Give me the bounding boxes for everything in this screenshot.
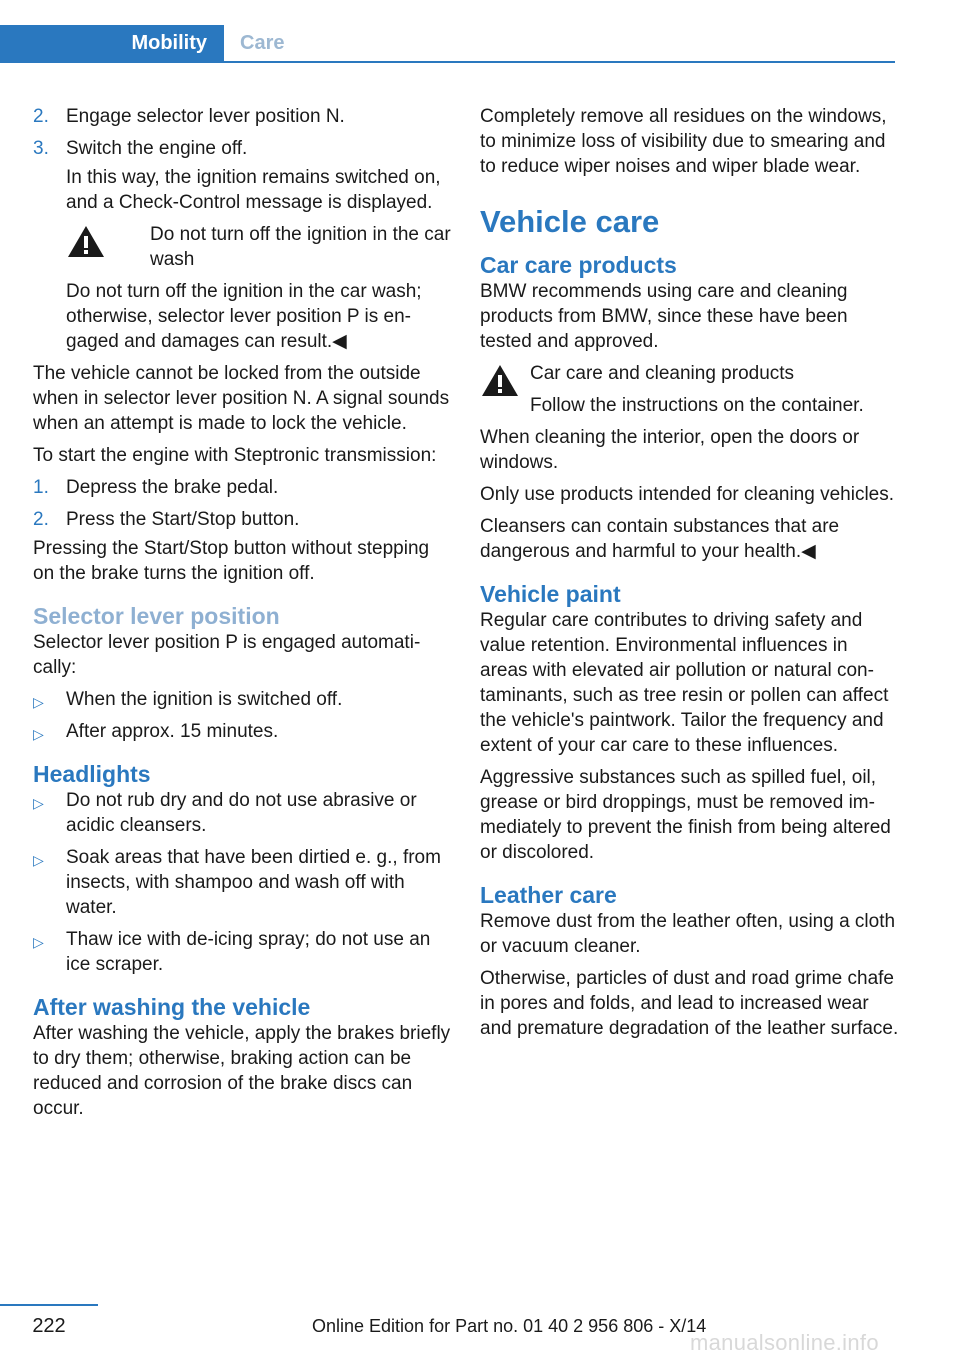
paragraph: Selector lever position P is engaged automatically: xyxy=(33,632,421,678)
warning-title: Car care and cleaning products xyxy=(530,363,795,384)
bullet-triangle-icon: ▷ xyxy=(33,694,44,710)
paragraph: When cleaning the interior, open the doors or windows. xyxy=(480,427,860,473)
step-text: Depress the brake pedal. xyxy=(66,477,279,498)
paragraph: Cleansers can contain substances that are dangerous and harmful to your health.◀ xyxy=(480,516,840,562)
bullet-text: When the ignition is switched off. xyxy=(66,689,343,710)
footer-rule xyxy=(0,1304,98,1306)
warning-block xyxy=(66,222,451,272)
chapter-heading: Vehicle care xyxy=(480,204,660,239)
bullet-triangle-icon: ▷ xyxy=(33,934,44,950)
warning-title: Do not turn off the ignition in the car wash xyxy=(150,224,451,270)
bullet-text: Do not rub dry and do not use abrasive or acidic cleansers. xyxy=(66,790,417,836)
step-number: 1. xyxy=(33,477,49,498)
paragraph: Otherwise, particles of dust and road grime chafe in pores and folds, and lead to increased wear and premature degradation of the leather surface. xyxy=(480,968,899,1039)
tab-care[interactable]: Care xyxy=(240,32,285,54)
section-heading: Leather care xyxy=(480,882,617,908)
step-number: 2. xyxy=(33,509,49,530)
paragraph: The vehicle cannot be locked from the outside when in selector lever position N. A signal sounds when an attempt is made to lock the vehicle. xyxy=(33,363,450,434)
list-item xyxy=(33,507,451,532)
section-heading: Selector lever position xyxy=(33,603,280,629)
tab-mobility[interactable]: Mobility xyxy=(0,25,224,61)
warning-block xyxy=(480,361,900,418)
warning-triangle-icon xyxy=(480,362,520,398)
list-item xyxy=(33,104,451,129)
bullet-text: After approx. 15 minutes. xyxy=(66,721,279,742)
page-number: 222 xyxy=(32,1315,66,1337)
step-detail: In this way, the ignition remains switched on, and a Check-Control message is displayed. xyxy=(66,167,441,213)
step-number: 3. xyxy=(33,138,49,159)
warning-body: Follow the instructions on the container. xyxy=(530,395,864,416)
edition-note: Online Edition for Part no. 01 40 2 956 806 - X/14 xyxy=(312,1316,707,1336)
bullet-text: Soak areas that have been dirtied e. g., from insects, with shampoo and wash off with water. xyxy=(66,847,441,918)
left-column xyxy=(33,104,451,1128)
section-heading: Car care products xyxy=(480,252,677,278)
paragraph: To start the engine with Steptronic transmission: xyxy=(33,445,437,466)
list-item xyxy=(33,788,451,838)
list-item xyxy=(33,475,451,500)
warning-body: Do not turn off the ignition in the car wash; otherwise, selector lever position P is engaged and damages can result.◀ xyxy=(66,281,422,352)
paragraph: Completely remove all residues on the windows, to minimize loss of visibility due to smearing and to reduce wiper noises and wiper blade wear. xyxy=(480,106,887,177)
list-item xyxy=(33,687,451,712)
right-column xyxy=(480,104,900,1048)
watermark: manualsonline.info xyxy=(690,1330,879,1355)
bullet-triangle-icon: ▷ xyxy=(33,852,44,868)
paragraph: Regular care contributes to driving safety and value retention. Environmental influences in areas with elevated air pollution or natural contaminants, such as tree resin or pollen can affect the vehicle's paintwork. Tailor the frequency and extent of your car care to these influences. xyxy=(480,610,889,756)
list-item xyxy=(33,845,451,920)
section-heading: Vehicle paint xyxy=(480,581,621,607)
paragraph: Pressing the Start/Stop button without stepping on the brake turns the ignition off. xyxy=(33,538,430,584)
list-item xyxy=(33,927,451,977)
paragraph: Aggressive substances such as spilled fuel, oil, grease or bird droppings, must be removed immediately to prevent the finish from being altered or discolored. xyxy=(480,767,891,863)
step-text: Engage selector lever position N. xyxy=(66,106,345,127)
bullet-text: Thaw ice with de-icing spray; do not use an ice scraper. xyxy=(66,929,431,975)
list-item xyxy=(33,136,451,161)
section-heading: Headlights xyxy=(33,761,151,787)
bullet-triangle-icon: ▷ xyxy=(33,726,44,742)
warning-triangle-icon xyxy=(66,223,106,259)
chapter-tab-bar xyxy=(0,25,895,63)
section-heading: After washing the vehicle xyxy=(33,994,311,1020)
paragraph: Remove dust from the leather often, using a cloth or vacuum cleaner. xyxy=(480,911,896,957)
list-item xyxy=(33,719,451,744)
bullet-triangle-icon: ▷ xyxy=(33,795,44,811)
paragraph: Only use products intended for cleaning vehicles. xyxy=(480,484,895,505)
step-number: 2. xyxy=(33,106,49,127)
step-text: Switch the engine off. xyxy=(66,138,248,159)
step-text: Press the Start/Stop button. xyxy=(66,509,300,530)
paragraph: After washing the vehicle, apply the brakes briefly to dry them; otherwise, braking action can be reduced and corrosion of the brake discs can occur. xyxy=(33,1023,451,1119)
paragraph: BMW recommends using care and cleaning products from BMW, since these have been tested and approved. xyxy=(480,281,848,352)
